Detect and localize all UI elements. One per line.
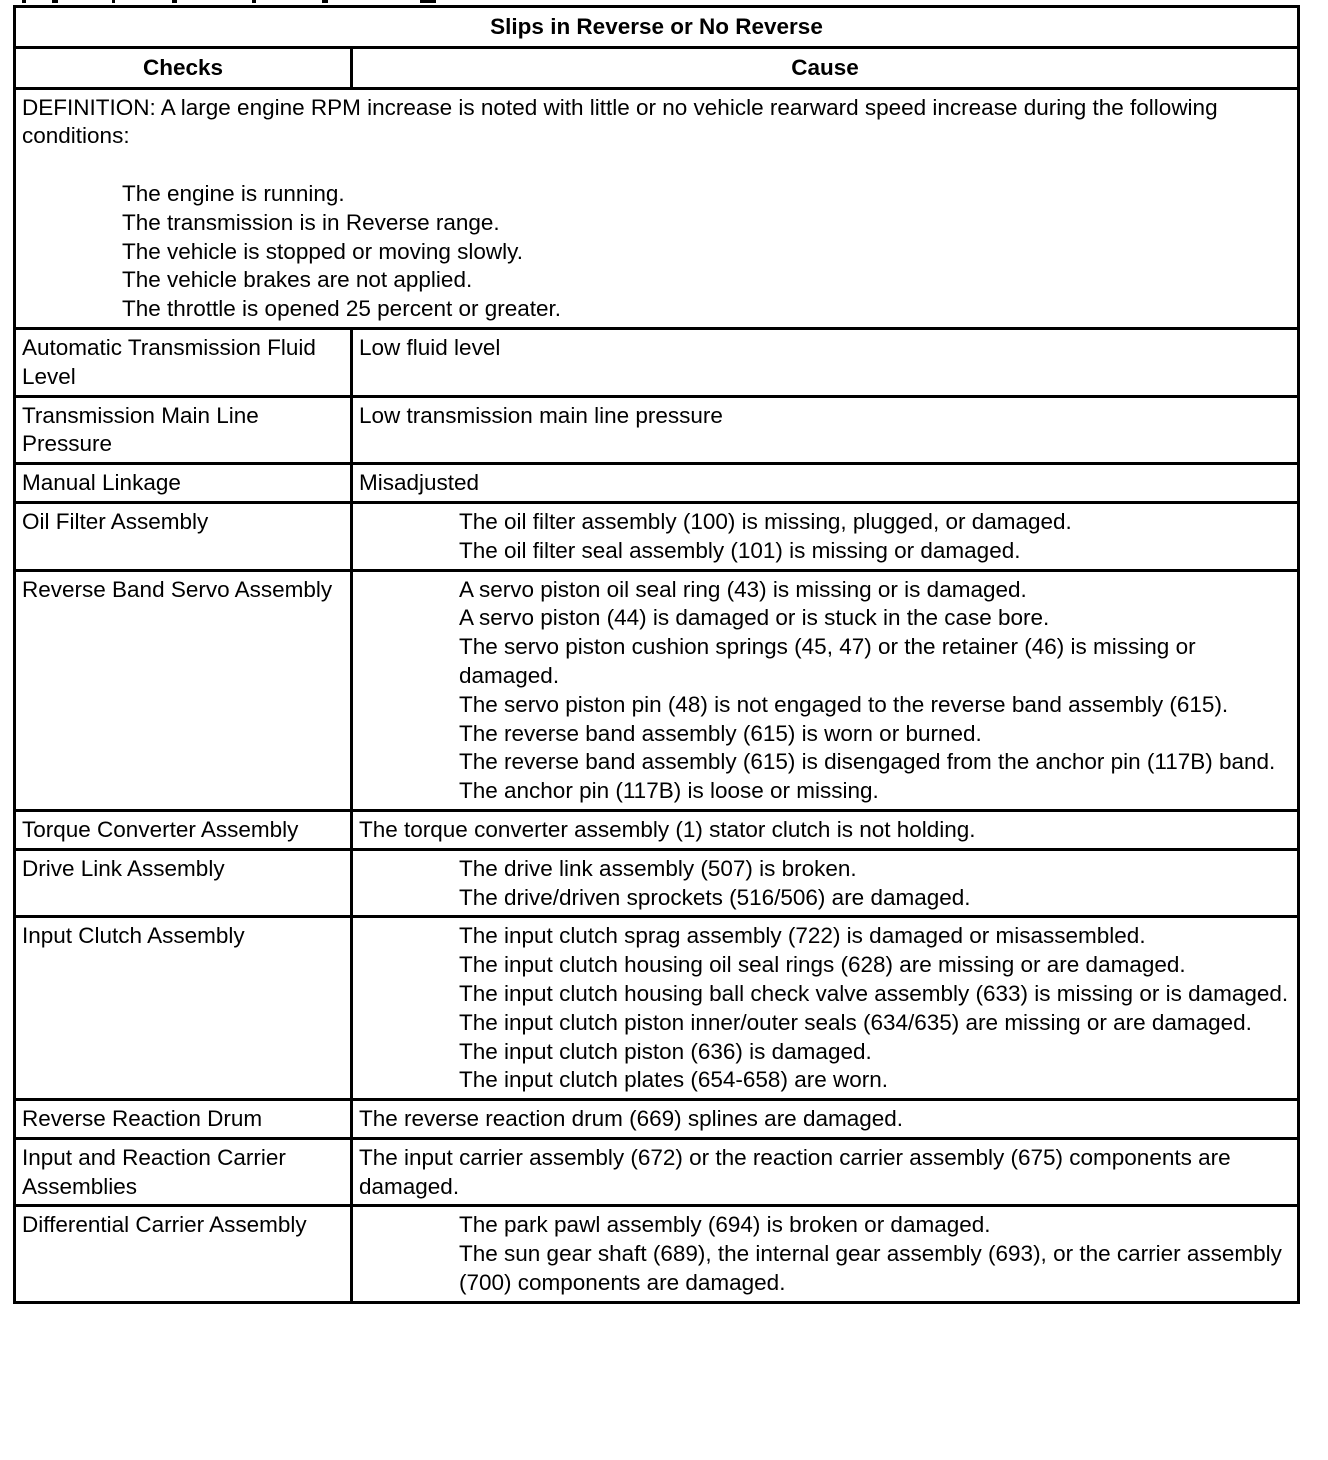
definition-cell <box>15 88 1299 328</box>
cause-cell <box>352 464 1299 503</box>
cause-item: The reverse band assembly (615) is disengaged from the anchor pin (117B) band. <box>459 749 1276 775</box>
cause-item: The park pawl assembly (694) is broken or damaged. <box>459 1212 991 1238</box>
cause-item: The drive/driven sprockets (516/506) are damaged. <box>459 884 971 910</box>
cause-item: The input carrier assembly (672) or the reaction carrier assembly (675) components are damaged. <box>359 1144 1231 1199</box>
cause-item: The input clutch housing ball check valve assembly (633) is missing or is damaged. <box>459 980 1289 1006</box>
cause-item: The input clutch piston inner/outer seals (634/635) are missing or are damaged. <box>459 1009 1252 1035</box>
cause-cell <box>352 570 1299 810</box>
cause-item: The servo piston pin (48) is not engaged to the reverse band assembly (615). <box>459 691 1229 717</box>
definition-row <box>15 88 1299 328</box>
table-row <box>15 810 1299 849</box>
condition-item: The vehicle is stopped or moving slowly. <box>122 238 524 264</box>
check-cell: Transmission Main Line Pressure <box>15 396 352 464</box>
table-row <box>15 328 1299 396</box>
cause-item: The input clutch sprag assembly (722) is damaged or misassembled. <box>459 923 1146 949</box>
check-cell: Input and Reaction Carrier Assemblies <box>15 1138 352 1206</box>
cause-item: Low fluid level <box>359 334 501 360</box>
condition-list <box>22 180 1291 324</box>
cause-cell <box>352 849 1299 917</box>
cause-item: The input clutch housing oil seal rings (628) are missing or are damaged. <box>459 952 1186 978</box>
cause-item: The anchor pin (117B) is loose or missing. <box>459 778 879 804</box>
cause-cell <box>352 502 1299 570</box>
cause-cell <box>352 1206 1299 1302</box>
condition-item: The transmission is in Reverse range. <box>122 209 500 235</box>
cause-item: Misadjusted <box>359 470 480 496</box>
cause-cell <box>352 810 1299 849</box>
table-row <box>15 570 1299 810</box>
cause-cell <box>352 1100 1299 1139</box>
table-row <box>15 1206 1299 1302</box>
check-cell: Differential Carrier Assembly <box>15 1206 352 1302</box>
condition-item: The vehicle brakes are not applied. <box>122 267 473 293</box>
cause-item: The input clutch piston (636) is damaged. <box>459 1038 872 1064</box>
header-checks: Checks <box>15 47 352 88</box>
cause-item: The sun gear shaft (689), the internal gear assembly (693), or the carrier assembly (700) components are damaged. <box>459 1241 1282 1296</box>
definition-intro: DEFINITION: A large engine RPM increase is noted with little or no vehicle rearward speed increase during the following conditions: <box>22 94 1218 149</box>
cause-item: A servo piston (44) is damaged or is stuck in the case bore. <box>459 605 1050 631</box>
table-row <box>15 396 1299 464</box>
cause-item: The input clutch plates (654-658) are worn. <box>459 1067 888 1093</box>
cause-cell <box>352 917 1299 1100</box>
cause-cell <box>352 328 1299 396</box>
cause-item: Low transmission main line pressure <box>359 402 723 428</box>
check-cell: Reverse Reaction Drum <box>15 1100 352 1139</box>
check-cell: Manual Linkage <box>15 464 352 503</box>
check-cell: Automatic Transmission Fluid Level <box>15 328 352 396</box>
table-row <box>15 502 1299 570</box>
table-row <box>15 917 1299 1100</box>
cause-item: The servo piston cushion springs (45, 47) or the retainer (46) is missing or damaged. <box>459 634 1196 688</box>
check-cell: Oil Filter Assembly <box>15 502 352 570</box>
cause-item: The oil filter seal assembly (101) is missing or damaged. <box>459 537 1021 563</box>
cropped-text-fragment <box>22 0 442 4</box>
diagnostic-table <box>13 5 1300 1304</box>
cause-item: The torque converter assembly (1) stator clutch is not holding. <box>359 816 976 842</box>
table-title: Slips in Reverse or No Reverse <box>15 7 1299 48</box>
condition-item: The engine is running. <box>122 180 345 206</box>
cause-item: The oil filter assembly (100) is missing, plugged, or damaged. <box>459 508 1072 534</box>
check-cell: Torque Converter Assembly <box>15 810 352 849</box>
check-cell: Drive Link Assembly <box>15 849 352 917</box>
header-cause: Cause <box>352 47 1299 88</box>
table-row <box>15 1100 1299 1139</box>
condition-item: The throttle is opened 25 percent or greater. <box>122 296 562 322</box>
check-cell: Reverse Band Servo Assembly <box>15 570 352 810</box>
check-cell: Input Clutch Assembly <box>15 917 352 1100</box>
cause-item: The reverse reaction drum (669) splines are damaged. <box>359 1106 904 1132</box>
table-row <box>15 849 1299 917</box>
table-row <box>15 1138 1299 1206</box>
cause-item: The drive link assembly (507) is broken. <box>459 855 857 881</box>
cause-item: A servo piston oil seal ring (43) is missing or is damaged. <box>459 576 1027 602</box>
cause-cell <box>352 1138 1299 1206</box>
cause-item: The reverse band assembly (615) is worn or burned. <box>459 720 982 746</box>
table-row <box>15 464 1299 503</box>
cause-cell <box>352 396 1299 464</box>
